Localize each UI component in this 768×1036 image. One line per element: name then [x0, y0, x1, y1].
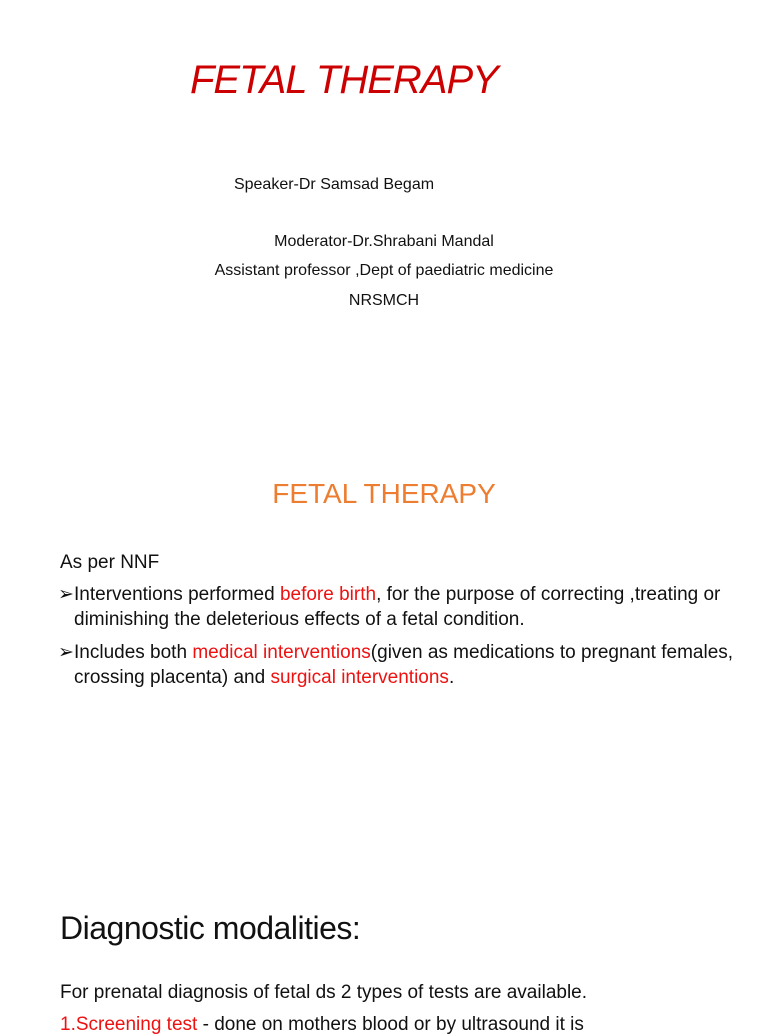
bullet-list: [58, 582, 748, 698]
moderator-position: Assistant professor ,Dept of paediatric medicine: [214, 262, 554, 279]
slide-title: FETAL THERAPY: [272, 478, 496, 509]
partial-line: [60, 1014, 584, 1036]
highlighted-text: surgical interventions: [270, 667, 449, 688]
bullet-item: [58, 640, 748, 690]
diagnostic-slide: [0, 862, 768, 1035]
title-slide: [0, 0, 768, 430]
arrow-bullet-icon: ➢: [58, 584, 74, 605]
speaker-line: Speaker-Dr Samsad Begam: [233, 176, 435, 193]
definition-slide: [0, 430, 768, 862]
arrow-bullet-icon: ➢: [58, 642, 74, 663]
institution-name: NRSMCH: [348, 292, 420, 309]
bullet-text: Includes both: [74, 642, 193, 663]
body-text: For prenatal diagnosis of fetal ds 2 types of tests are available.: [60, 982, 588, 1003]
bullet-text: (given as medications to pregnant females, crossing placenta) and: [74, 642, 734, 688]
body-text: - done on mothers blood or by ultrasound it is: [197, 1014, 584, 1035]
highlighted-text: 1.Screening test: [60, 1014, 198, 1035]
bullet-text: , for the purpose of correcting ,treating or diminishing the deleterious effects of a fetal condition.: [74, 584, 721, 630]
bullet-text: .: [448, 667, 455, 688]
highlighted-text: medical interventions: [192, 642, 371, 663]
moderator-line: Moderator-Dr.Shrabani Mandal: [274, 233, 494, 250]
slide-title: Diagnostic modalities:: [60, 910, 361, 946]
highlighted-text: before birth: [279, 584, 377, 605]
slide-title: FETAL THERAPY: [190, 58, 498, 102]
bullet-text: Interventions performed: [74, 584, 280, 605]
intro-text: As per NNF: [60, 552, 160, 573]
bullet-item: [58, 582, 748, 632]
